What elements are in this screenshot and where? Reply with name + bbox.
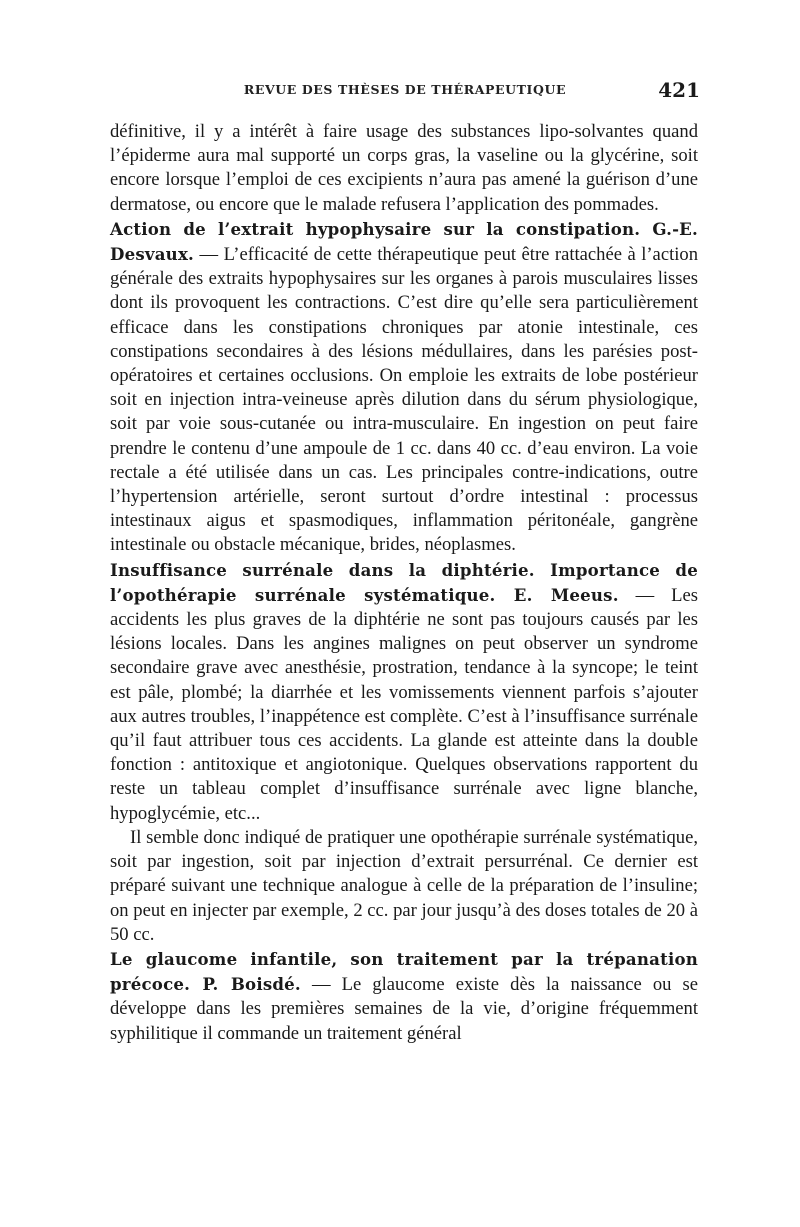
paragraph-continuation xyxy=(110,120,698,217)
paragraph-text: définitive, il y a intérêt à faire usage des substances lipo-solvantes quand l’épiderme aura mal supporté un corps gras, la vaseline ou la glycérine, soit encore lorsque l’emploi de ces excipients n’aura pas amené la guérison d’une dermatose, ou encore que le malade refusera l’application des pommades. xyxy=(110,121,698,215)
paragraph-opotherapie xyxy=(110,826,698,947)
paragraph-diphterie xyxy=(110,558,698,826)
page-number: 421 xyxy=(658,78,700,102)
body-text xyxy=(110,120,698,1046)
running-head xyxy=(110,78,700,108)
paragraph-heading: Le glaucome infantile, son traitement par la trépanation précoce. P. Boisdé. xyxy=(110,948,698,995)
paragraph-text: Il semble donc indiqué de pratiquer une opothérapie surrénale systématique, soit par ingestion, soit par injection d’extrait persurrénal. Ce dernier est préparé suivant une technique analogue à celle de la préparation de l’insuline; on peut en injecter par exemple, 2 cc. par jour jusqu’à des doses totales de 20 à 50 cc. xyxy=(110,826,698,945)
paragraph-text: — L’efficacité de cette thérapeutique peut être rattachée à l’action générale des extraits hypophysaires sur les organes à parois musculaires lisses dont ils provoquent les contractions. C’est dire qu’elle sera particulièrement efficace dans les constipations chroniques par atonie intestinale, ces constipations secondaires à des lésions médullaires, dans les parésies post-opératoires et certaines occlusions. On emploie les extraits de lobe postérieur soit en injection intra-veineuse après dilution dans du sérum physiologique, soit par voie sous-cutanée ou intra-musculaire. En ingestion on peut faire prendre le contenu d’une ampoule de 1 cc. dans 40 cc. d’eau environ. La voie rectale a été utilisée dans un cas. Les principales contre-indications, outre l’hypertension artérielle, seront surtout d’ordre intestinal : processus intestinaux aigus et spasmodiques, inflammation péritonéale, gangrène intestinale ou obstacle mécanique, brides, néoplasmes. xyxy=(110,244,698,556)
paragraph-glaucome xyxy=(110,947,698,1046)
paragraph-text: — Le glaucome existe dès la naissance ou se développe dans les premières semaines de la vie, d’origine fréquemment syphilitique il commande un traitement général xyxy=(110,974,698,1044)
paragraph-heading: Insuffisance surrénale dans la diphtérie. Importance de l’opothérapie surrénale systématique. E. Meeus. xyxy=(110,559,698,605)
running-title: REVUE DES THÈSES DE THÉRAPEUTIQUE xyxy=(243,82,567,97)
paragraph-text: — Les accidents les plus graves de la diphtérie ne sont pas toujours causés par les lésions locales. Dans les angines malignes on peut observer un syndrome secondaire grave avec anesthésie, prostration, tendance à la syncope; le teint est pâle, plombé; la diarrhée et les vomissements viennent parfois s’ajouter aux autres troubles, l’inappétence est complète. C’est à l’insuffisance surrénale qu’il faut attribuer tous ces accidents. La glande est atteinte dans la double fonction : antitoxique et angiotonique. Quelques observations rapportent du reste un tableau complet d’insuffisance surrénale avec ligne blanche, hypoglycémie, etc... xyxy=(110,584,698,824)
paragraph-hypophyse xyxy=(110,217,698,558)
paragraph-heading: Action de l’extrait hypophysaire sur la constipation. G.-E. Desvaux. xyxy=(110,218,698,265)
